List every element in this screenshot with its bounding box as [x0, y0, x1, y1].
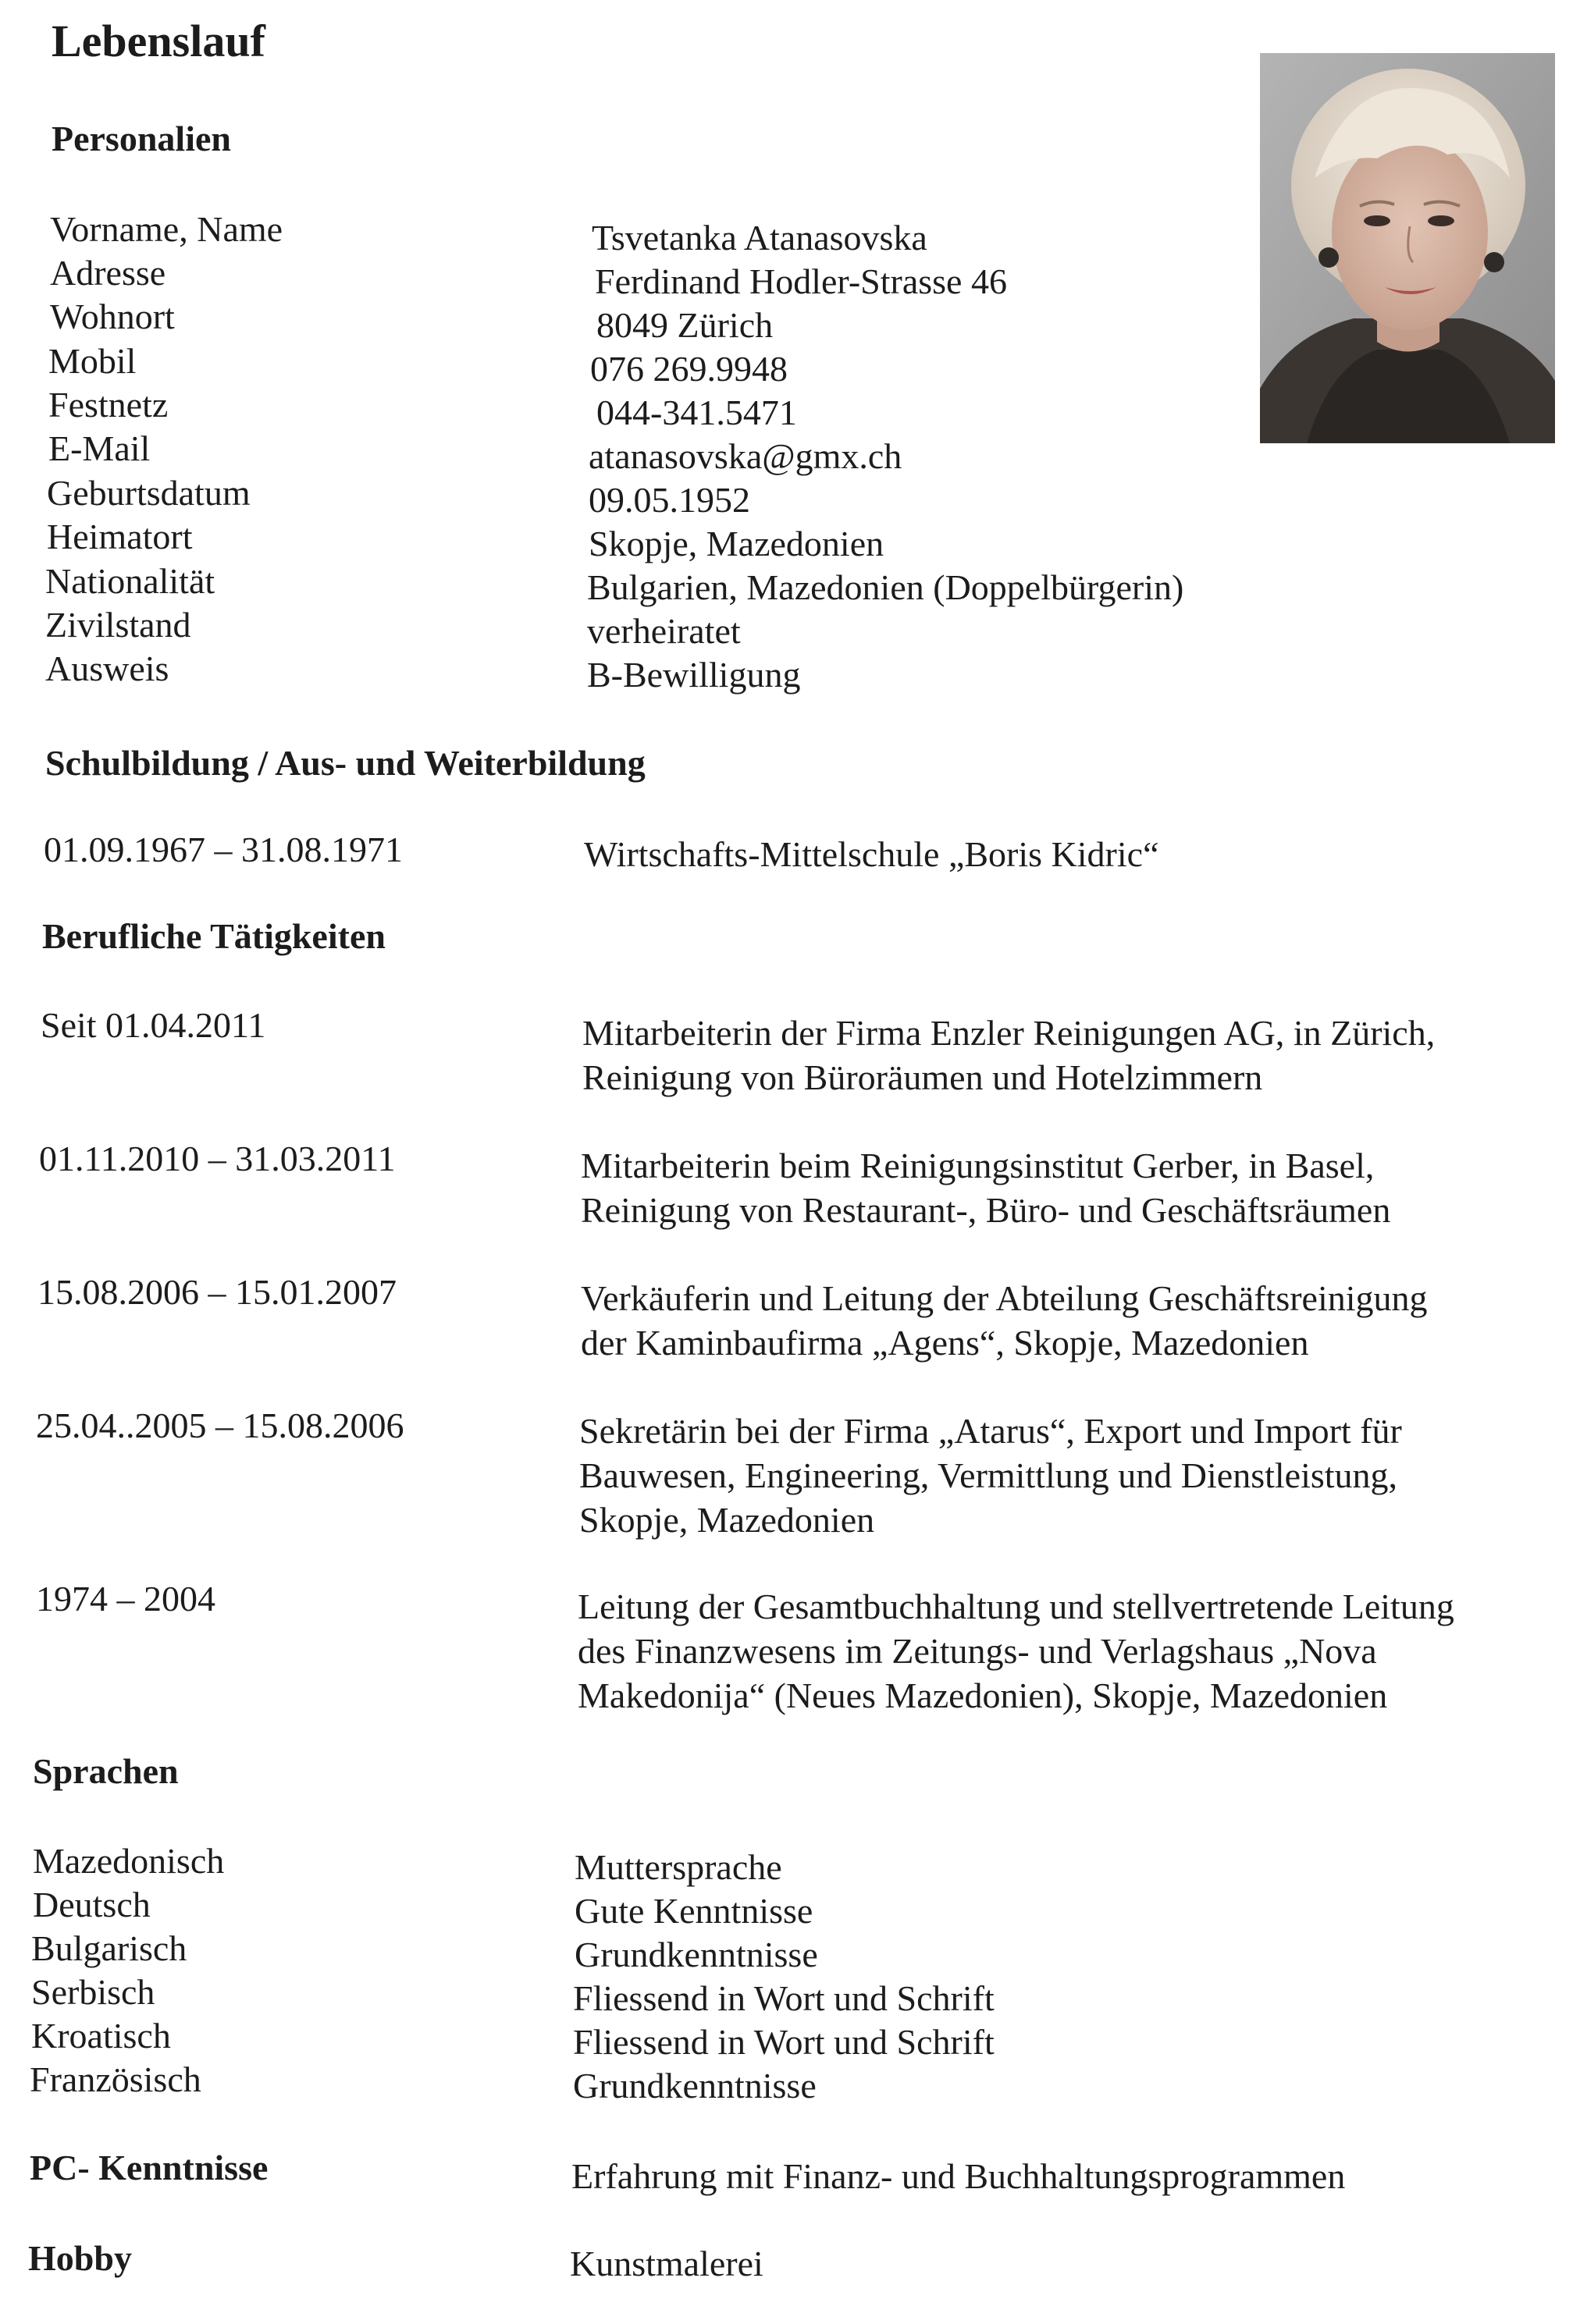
language-level: Muttersprache	[575, 1847, 782, 1887]
portrait-photo-graphic	[1260, 53, 1555, 443]
language-level: Fliessend in Wort und Schrift	[573, 1978, 995, 2018]
personal-value-name: Tsvetanka Atanasovska	[592, 218, 927, 258]
personal-label-name: Vorname, Name	[50, 209, 283, 249]
job-description-line: Skopje, Mazedonien	[579, 1500, 875, 1540]
section-heading-sprachen: Sprachen	[33, 1751, 179, 1791]
personal-label-city: Wohnort	[50, 297, 175, 336]
hobby-value: Kunstmalerei	[570, 2244, 763, 2283]
language-name: Bulgarisch	[31, 1928, 187, 1968]
language-level: Grundkenntnisse	[573, 2066, 817, 2105]
section-heading-beruf: Berufliche Tätigkeiten	[42, 916, 386, 956]
section-heading-personalien: Personalien	[52, 119, 231, 158]
job-period: 1974 – 2004	[36, 1579, 215, 1619]
language-name: Serbisch	[31, 1972, 155, 2012]
personal-label-nationality: Nationalität	[45, 561, 215, 601]
document-title: Lebenslauf	[52, 16, 265, 66]
personal-value-birthdate: 09.05.1952	[589, 480, 750, 520]
job-description-line: Verkäuferin und Leitung der Abteilung Geschäftsreinigung	[581, 1278, 1428, 1318]
personal-value-mobile: 076 269.9948	[590, 349, 788, 389]
language-level: Fliessend in Wort und Schrift	[573, 2022, 995, 2062]
education-period: 01.09.1967 – 31.08.1971	[44, 830, 403, 869]
personal-value-email: atanasovska@gmx.ch	[589, 436, 902, 476]
section-heading-bildung: Schulbildung / Aus- und Weiterbildung	[45, 743, 646, 783]
language-name: Kroatisch	[31, 2016, 171, 2056]
job-period: Seit 01.04.2011	[41, 1005, 266, 1045]
personal-value-id: B-Bewilligung	[587, 655, 801, 695]
pc-skills-value: Erfahrung mit Finanz- und Buchhaltungsprogrammen	[571, 2156, 1346, 2196]
personal-label-email: E-Mail	[48, 428, 151, 468]
personal-value-civil-status: verheiratet	[587, 611, 741, 651]
job-period: 01.11.2010 – 31.03.2011	[39, 1139, 396, 1178]
job-description	[579, 1409, 1402, 1542]
job-description-line: des Finanzwesens im Zeitungs- und Verlagshaus „Nova	[578, 1631, 1377, 1671]
job-description	[581, 1276, 1428, 1365]
portrait-photo	[1260, 53, 1555, 443]
personal-label-hometown: Heimatort	[47, 517, 193, 556]
personal-value-hometown: Skopje, Mazedonien	[589, 524, 884, 563]
language-level: Grundkenntnisse	[575, 1935, 818, 1974]
job-description-line: Makedonija“ (Neues Mazedonien), Skopje, Mazedonien	[578, 1675, 1388, 1715]
section-heading-pc: PC- Kenntnisse	[30, 2148, 269, 2187]
personal-value-nationality: Bulgarien, Mazedonien (Doppelbürgerin)	[587, 567, 1184, 607]
job-description-line: der Kaminbaufirma „Agens“, Skopje, Mazedonien	[581, 1323, 1309, 1363]
personal-label-phone: Festnetz	[48, 385, 169, 425]
job-description	[578, 1584, 1454, 1718]
personal-label-id: Ausweis	[45, 649, 169, 688]
job-description-line: Reinigung von Restaurant-, Büro- und Geschäftsräumen	[581, 1190, 1391, 1230]
language-name: Mazedonisch	[33, 1841, 225, 1881]
personal-value-city: 8049 Zürich	[596, 305, 774, 345]
personal-value-address: Ferdinand Hodler-Strasse 46	[595, 261, 1007, 301]
language-name: Deutsch	[33, 1885, 151, 1924]
personal-label-mobile: Mobil	[48, 341, 137, 381]
job-description-line: Reinigung von Büroräumen und Hotelzimmern	[582, 1057, 1263, 1097]
job-description-line: Sekretärin bei der Firma „Atarus“, Export und Import für	[579, 1411, 1402, 1451]
job-description-line: Mitarbeiterin der Firma Enzler Reinigungen AG, in Zürich,	[582, 1013, 1436, 1053]
job-description-line: Bauwesen, Engineering, Vermittlung und Dienstleistung,	[579, 1455, 1398, 1495]
job-description-line: Mitarbeiterin beim Reinigungsinstitut Gerber, in Basel,	[581, 1146, 1375, 1185]
education-description: Wirtschafts-Mittelschule „Boris Kidric“	[584, 834, 1159, 874]
job-description	[581, 1143, 1390, 1232]
personal-value-phone: 044-341.5471	[596, 393, 797, 432]
personal-label-address: Adresse	[50, 253, 166, 293]
job-period: 15.08.2006 – 15.01.2007	[37, 1272, 397, 1312]
job-description	[582, 1011, 1435, 1100]
language-level: Gute Kenntnisse	[575, 1891, 813, 1931]
language-name: Französisch	[30, 2059, 201, 2099]
job-period: 25.04..2005 – 15.08.2006	[36, 1405, 404, 1445]
section-heading-hobby: Hobby	[28, 2238, 132, 2278]
personal-label-civil-status: Zivilstand	[45, 605, 191, 645]
personal-label-birthdate: Geburtsdatum	[47, 473, 251, 513]
job-description-line: Leitung der Gesamtbuchhaltung und stellvertretende Leitung	[578, 1587, 1454, 1626]
